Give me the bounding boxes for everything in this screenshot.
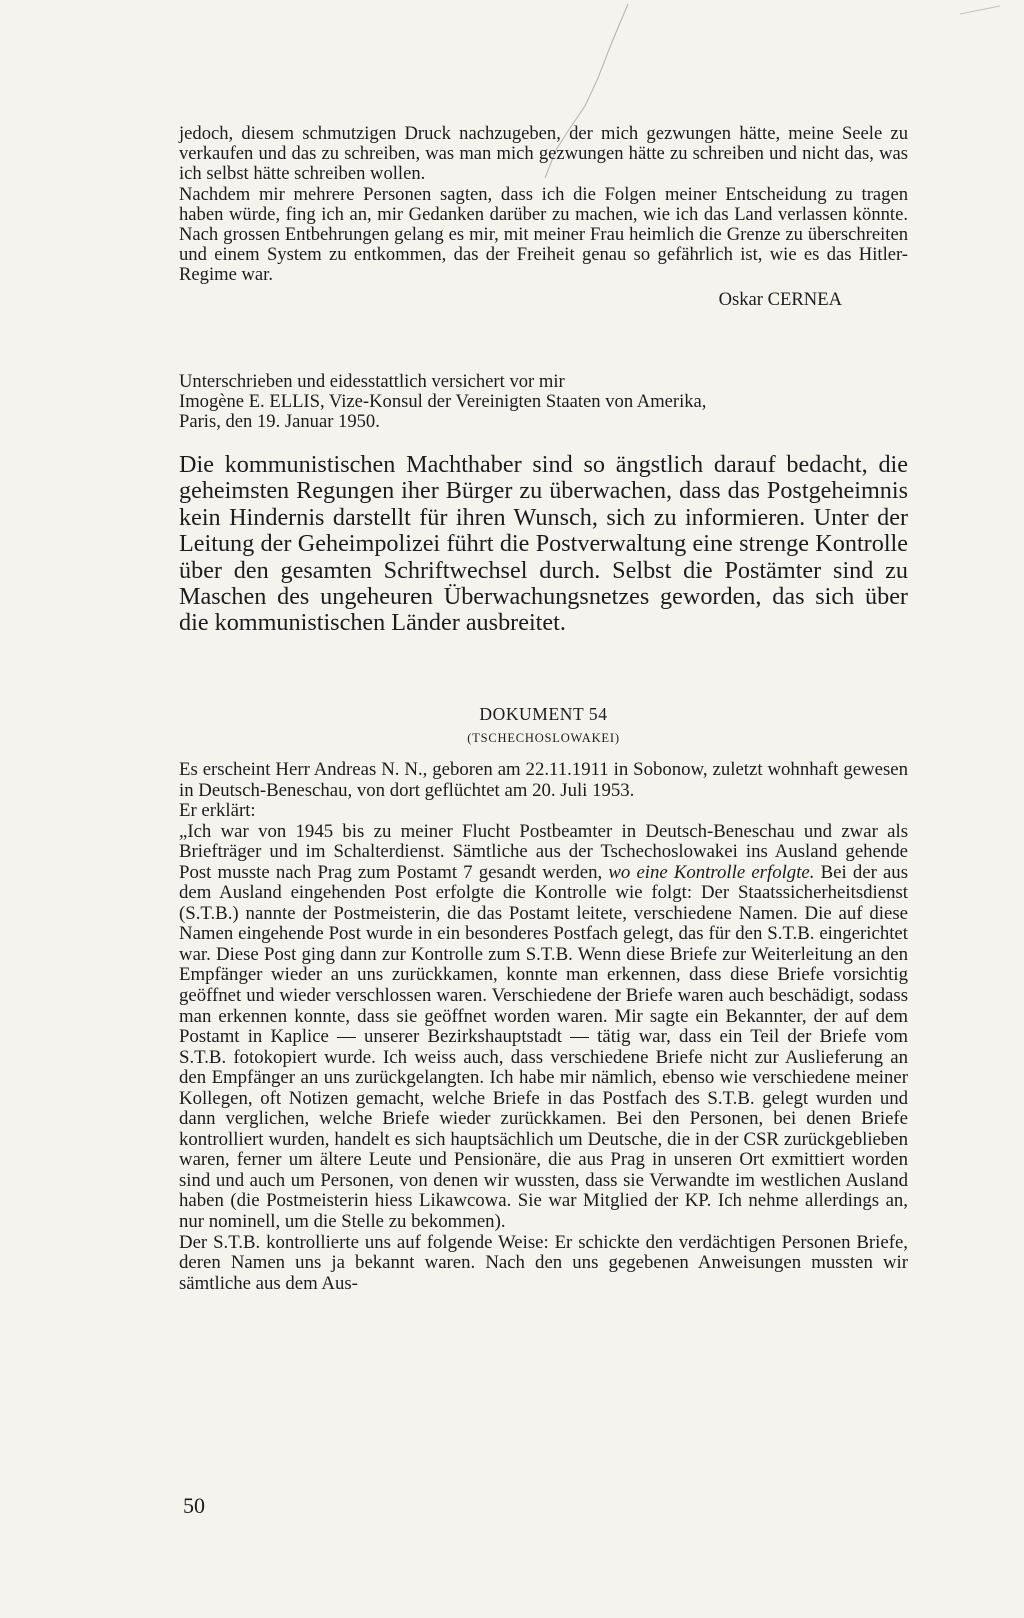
letter-paragraph-2: Nachdem mir mehrere Personen sagten, dass ich die Folgen meiner Entscheidung zu tragen haben würde, fing ich an, mir Gedanken darüber zu machen, wie ich das Land verlassen könnte. Nach grossen Entbehrungen gelang es mir, mit meiner Frau heimlich die Grenze zu überschreiten und einem System zu entkommen, das der Freiheit genau so gefährlich ist, wie es das Hitler-Regime war.	[179, 183, 908, 286]
letter-continuation	[179, 124, 908, 310]
affidavit-block	[179, 372, 908, 433]
statement-text-end: Bei der aus dem Ausland eingehenden Post erfolgte die Kontrolle wie folgt: Der Staatssicherheitsdienst (S.T.B.) nannte der Postmeisterin, die das Postamt leitete, verschiedene Namen. Die auf diese Namen eingehende Post wurde in ein besonderes Postfach gelegt, das für den S.T.B. eingerichtet war. Diese Post ging dann zur Kontrolle zum S.T.B. Wenn diese Briefe zur Weiterleitung an den Empfänger wieder an uns zurückkamen, konnte man erkennen, dass diese Briefe vorsichtig geöffnet und wieder verschlossen waren. Verschiedene der Briefe waren auch beschädigt, sodass man erkennen konnte, dass sie geöffnet worden waren. Mir sagte ein Bekannter, der auf dem Postamt in Kaplice — unserer Bezirkshauptstadt — tätig war, dass ein Teil der Briefe vom S.T.B. fotokopiert wurde. Ich weiss auch, dass verschiedene Briefe nicht zur Auslieferung an den Empfänger an uns zurückgelangten. Ich habe mir nämlich, ebenso wie verschiedene meiner Kollegen, oft Notizen gemacht, welche Briefe in das Postfach des S.T.B. gelegt wurden und dann verglichen, welche Briefe wieder zurückkamen. Bei den Personen, bei denen Briefe kontrolliert wurden, handelt es sich hauptsächlich um Deutsche, die in der CSR zurückgeblieben waren, ferner um ältere Leute und Pensionäre, die aus Prag in unseren Ort exmittiert worden sind und auch um Personen, von denen wir wussten, dass sie Verwandte im westlichen Ausland haben (die Postmeisterin hiess Likawcowa. Sie war Mitglied der KP. Ich nehme allerdings an, nur nominell, um die Stelle zu bekommen).	[179, 861, 909, 1233]
affidavit-line-2: Imogène E. ELLIS, Vize-Konsul der Vereinigten Staaten von Amerika,	[179, 391, 707, 413]
statement-text-start: „Ich war von 1945 bis zu meiner Flucht Postbeamter in Deutsch-Beneschau und zwar als Briefträger und im Schalterdienst. Sämtliche aus der Tschechoslowakei ins Ausland gehende Post musste nach Prag zum Postamt 7 gesandt werden,	[179, 820, 908, 883]
document-statement	[179, 822, 908, 1233]
document-statement-2: Der S.T.B. kontrollierte uns auf folgende Weise: Er schickte den verdächtigen Personen Briefe, deren Namen uns ja bekannt waren. Nach den uns gegebenen Anweisungen mussten wir sämtliche aus dem Aus-	[179, 1231, 908, 1294]
document-intro: Es erscheint Herr Andreas N. N., geboren am 22.11.1911 in Sobonow, zuletzt wohnhaft gewesen in Deutsch-Beneschau, von dort geflüchtet am 20. Juli 1953.	[179, 759, 908, 801]
affidavit-line-3: Paris, den 19. Januar 1950.	[179, 411, 380, 433]
commentary-paragraph	[179, 452, 908, 637]
affidavit-line-1: Unterschrieben und eidesstattlich versichert vor mir	[179, 371, 565, 392]
page-number: 50	[183, 1493, 205, 1518]
document-body	[179, 760, 908, 1294]
signature-name: Oskar CERNEA	[718, 288, 842, 310]
document-title: DOKUMENT 54	[479, 704, 608, 724]
commentary-text: Die kommunistischen Machthaber sind so ängstlich darauf bedacht, die geheimsten Regungen iher Bürger zu überwachen, dass das Postgeheimnis kein Hindernis darstellt für ihren Wunsch, sich zu informieren. Unter der Leitung der Geheimpolizei führt die Postverwaltung eine strenge Kontrolle über den gesamten Schriftwechsel durch. Selbst die Postämter sind zu Maschen des ungeheuren Überwachungsnetzes geworden, das sich über die kommunistischen Länder ausbreitet.	[179, 451, 908, 637]
statement-emphasis: wo eine Kontrolle erfolgte.	[608, 861, 815, 883]
document-heading	[179, 704, 908, 746]
letter-paragraph-1: jedoch, diesem schmutzigen Druck nachzugeben, der mich gezwungen hätte, meine Seele zu verkaufen und das zu schreiben, was man mich gezwungen hätte zu schreiben und nicht das, was ich selbst hätte schreiben wollen.	[179, 123, 908, 185]
document-declares: Er erklärt:	[179, 800, 256, 822]
document-country: (TSCHECHOSLOWAKEI)	[467, 731, 620, 745]
